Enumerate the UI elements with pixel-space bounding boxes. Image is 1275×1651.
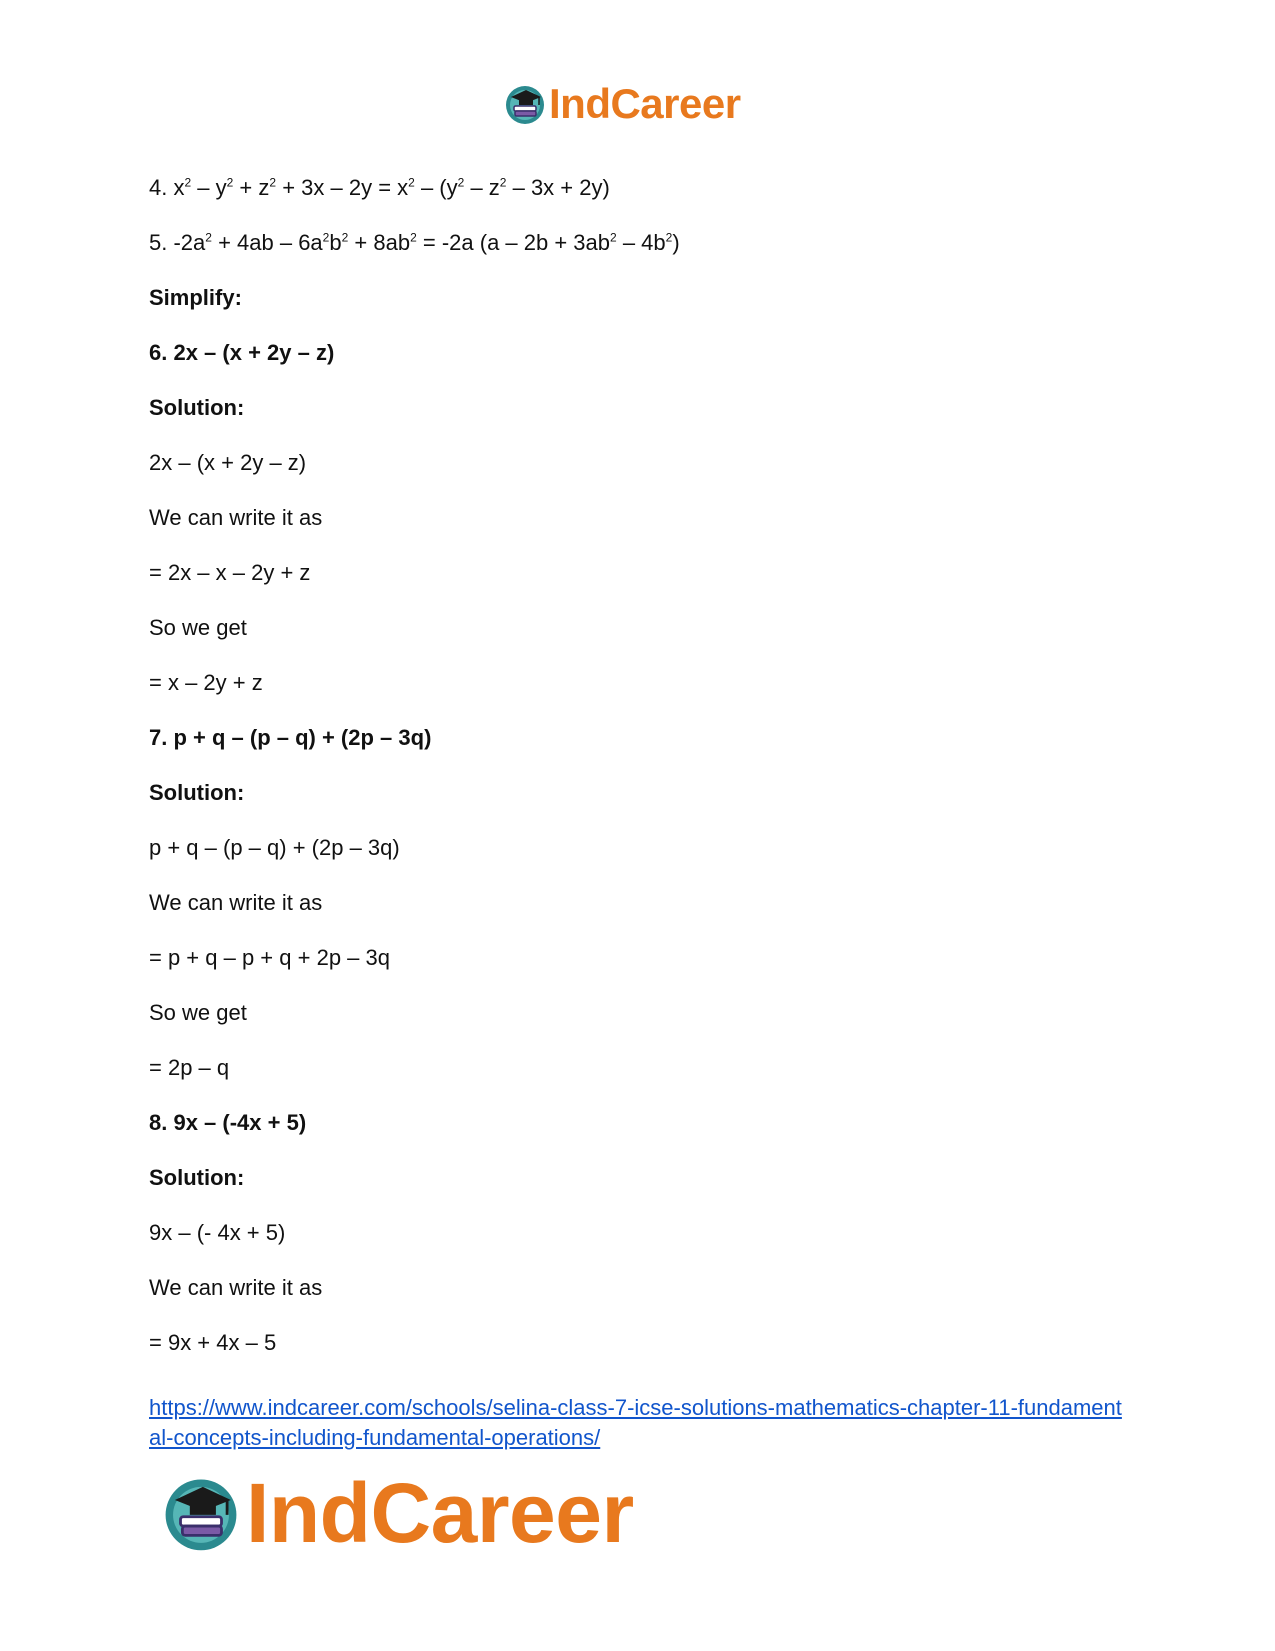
- text-line: p + q – (p – q) + (2p – 3q): [149, 835, 400, 860]
- heading-line: 8. 9x – (-4x + 5): [149, 1110, 307, 1135]
- document-body: [149, 175, 1129, 1385]
- text-line: So we get: [149, 1000, 247, 1025]
- heading-line: 7. p + q – (p – q) + (2p – 3q): [149, 725, 432, 750]
- text-line: = 2p – q: [149, 1055, 230, 1080]
- text-line: We can write it as: [149, 890, 323, 915]
- text-line: 4. $x^2 - y^2 + z^2 + 3x - 2y = x^2 - (y^2 - z^2 - 3x + 2y)$: [149, 175, 610, 200]
- logo-wordmark: IndCareer: [549, 80, 741, 127]
- text-line: We can write it as: [149, 505, 323, 530]
- heading-line: Solution:: [149, 1165, 245, 1190]
- text-line: So we get: [149, 615, 247, 640]
- heading-line: 6. 2x – (x + 2y – z): [149, 340, 335, 365]
- text-line: We can write it as: [149, 1275, 323, 1300]
- text-line: 9x – (- 4x + 5): [149, 1220, 286, 1245]
- graduation-cap-books-icon: [503, 82, 547, 126]
- source-url-link[interactable]: https://www.indcareer.com/schools/selina-class-7-icse-solutions-mathematics-chapter-11-fundamental-concepts-including-fundamental-operations/: [149, 1395, 1122, 1450]
- text-line: 5. $-2a^2 + 4ab - 6a^2b^2 + 8ab^2 = -2a$ $(a - 2b + 3ab^2 - 4b^2)$: [149, 230, 680, 255]
- graduation-cap-books-icon: [160, 1472, 242, 1554]
- text-line: = 9x + 4x – 5: [149, 1330, 277, 1355]
- heading-line: Simplify:: [149, 285, 242, 310]
- heading-line: Solution:: [149, 395, 245, 420]
- logo-wordmark: IndCareer: [246, 1466, 634, 1560]
- heading-line: Solution:: [149, 780, 245, 805]
- text-line: 2x – (x + 2y – z): [149, 450, 307, 475]
- text-line: = p + q – p + q + 2p – 3q: [149, 945, 390, 970]
- indcareer-logo-footer: [160, 1468, 634, 1558]
- indcareer-logo-header: [503, 80, 741, 128]
- text-line: = 2x – x – 2y + z: [149, 560, 311, 585]
- text-line: = x – 2y + z: [149, 670, 263, 695]
